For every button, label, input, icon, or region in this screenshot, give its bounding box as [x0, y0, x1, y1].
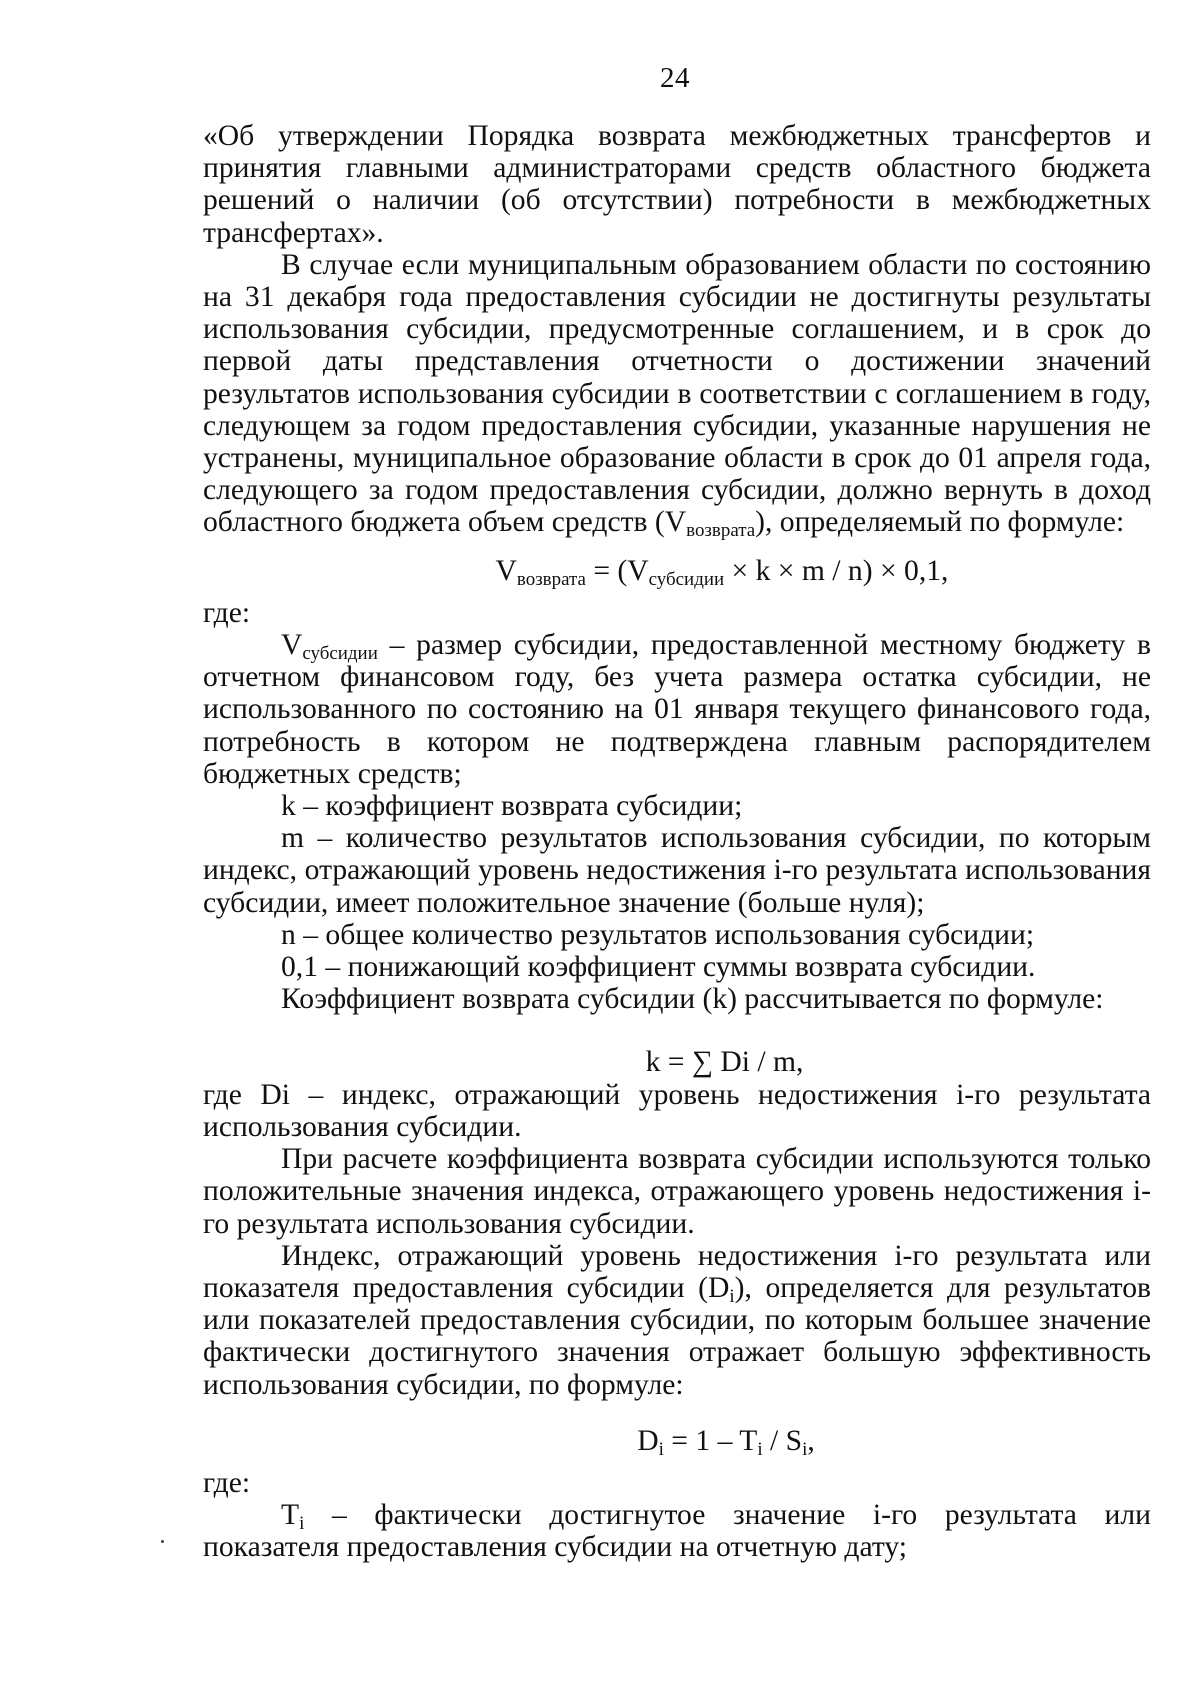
formula-di — [203, 1424, 1151, 1460]
paragraph-return-conditions — [203, 248, 1151, 542]
document-body — [203, 120, 1151, 1564]
formula-tail: × k × m / n) × 0,1, — [724, 554, 949, 587]
v-symbol: V — [281, 629, 303, 662]
definition-m: m – количество результатов использования субсидии, по которым индекс, отражающий уровень недостижения i-го результата использования субсидии, имеет положительное значение (больше нуля); — [203, 822, 1151, 919]
formula-t-subscript: i — [757, 1438, 763, 1460]
v-subscript: субсидии — [302, 643, 378, 665]
formula-d-end: , — [807, 1424, 815, 1457]
formula-d-slash: / S — [762, 1424, 803, 1457]
formula-d-subscript: i — [658, 1438, 664, 1460]
subscript-return: возврата — [686, 520, 756, 542]
paragraph-k-intro: Коэффициент возврата субсидии (k) рассчитывается по формуле: — [281, 983, 1104, 1016]
definition-v-subsidy — [203, 629, 1151, 790]
index-text-end: ), определяется для результатов или показателей предоставления субсидии, по которым большее значение фактически достигнутого значения отражает большую эффективность использования субсидии, по формуле: — [203, 1271, 1151, 1401]
return-conditions-end: ), определяемый по формуле: — [755, 506, 1125, 539]
formula-s-subscript: i — [802, 1438, 808, 1460]
t-symbol: T — [281, 1499, 300, 1532]
formula-k: k = ∑ Di / m, — [645, 1046, 804, 1079]
t-definition-text: – фактически достигнутое значение i-го результата или показателя предоставления субсидии на отчетную дату; — [203, 1499, 1151, 1564]
formula-equals-open: = (V — [585, 554, 649, 587]
index-text-start: Индекс, отражающий уровень недостижения i-го результата или показателя предоставления субсидии (D — [203, 1239, 1151, 1304]
where-label-1: где: — [203, 596, 251, 629]
formula-return-volume — [203, 554, 1151, 590]
definition-k: k – коэффициент возврата субсидии; — [281, 790, 743, 823]
paragraph-index-definition — [203, 1240, 1151, 1401]
page-number: 24 — [660, 62, 690, 94]
index-subscript: i — [729, 1285, 735, 1307]
scan-speck — [161, 1540, 164, 1543]
definition-di: где Di – индекс, отражающий уровень недостижения i-го результата использования субсидии. — [203, 1078, 1151, 1143]
formula-v-symbol: V — [495, 554, 517, 587]
t-subscript: i — [299, 1513, 305, 1535]
v-definition-text: – размер субсидии, предоставленной местному бюджету в отчетном финансовом году, без учета размера остатка субсидии, не использованного по состоянию на 01 января текущего финансового года, потребность в котором не подтверждена главным распорядителем бюджетных средств; — [203, 629, 1151, 790]
paragraph-positive-only: При расчете коэффициента возврата субсидии используются только положительные значения индекса, отражающего уровень недостижения i-го результата использования субсидии. — [203, 1143, 1151, 1240]
return-conditions-text: В случае если муниципальным образованием области по состоянию на 31 декабря года предоставления субсидии не достигнуты результаты использования субсидии, предусмотренные соглашением, и в срок до первой даты представления отчетности о достижении значений результатов использования субсидии в соответствии с соглашением в году, следующем за годом предоставления субсидии, указанные нарушения не устранены, муниципальное образование области в срок до 01 апреля года, следующего за годом предоставления субсидии, должно вернуть в доход областного бюджета объем средств (V — [203, 248, 1151, 539]
where-label-2: где: — [203, 1466, 251, 1499]
definition-n: n – общее количество результатов использования субсидии; — [281, 918, 1035, 951]
paragraph-decree-title: «Об утверждении Порядка возврата межбюджетных трансфертов и принятия главными администраторами средств областного бюджета решений о наличии (об отсутствии) потребности в межбюджетных трансфертах». — [203, 120, 1151, 249]
formula-v-subscript-return: возврата — [516, 568, 586, 590]
definition-ti — [203, 1499, 1151, 1563]
definition-coefficient: 0,1 – понижающий коэффициент суммы возврата субсидии. — [281, 951, 1036, 984]
formula-d-symbol: D — [637, 1424, 659, 1457]
formula-d-mid: = 1 – T — [663, 1424, 758, 1457]
formula-v-subscript-subsidy: субсидии — [648, 568, 725, 590]
